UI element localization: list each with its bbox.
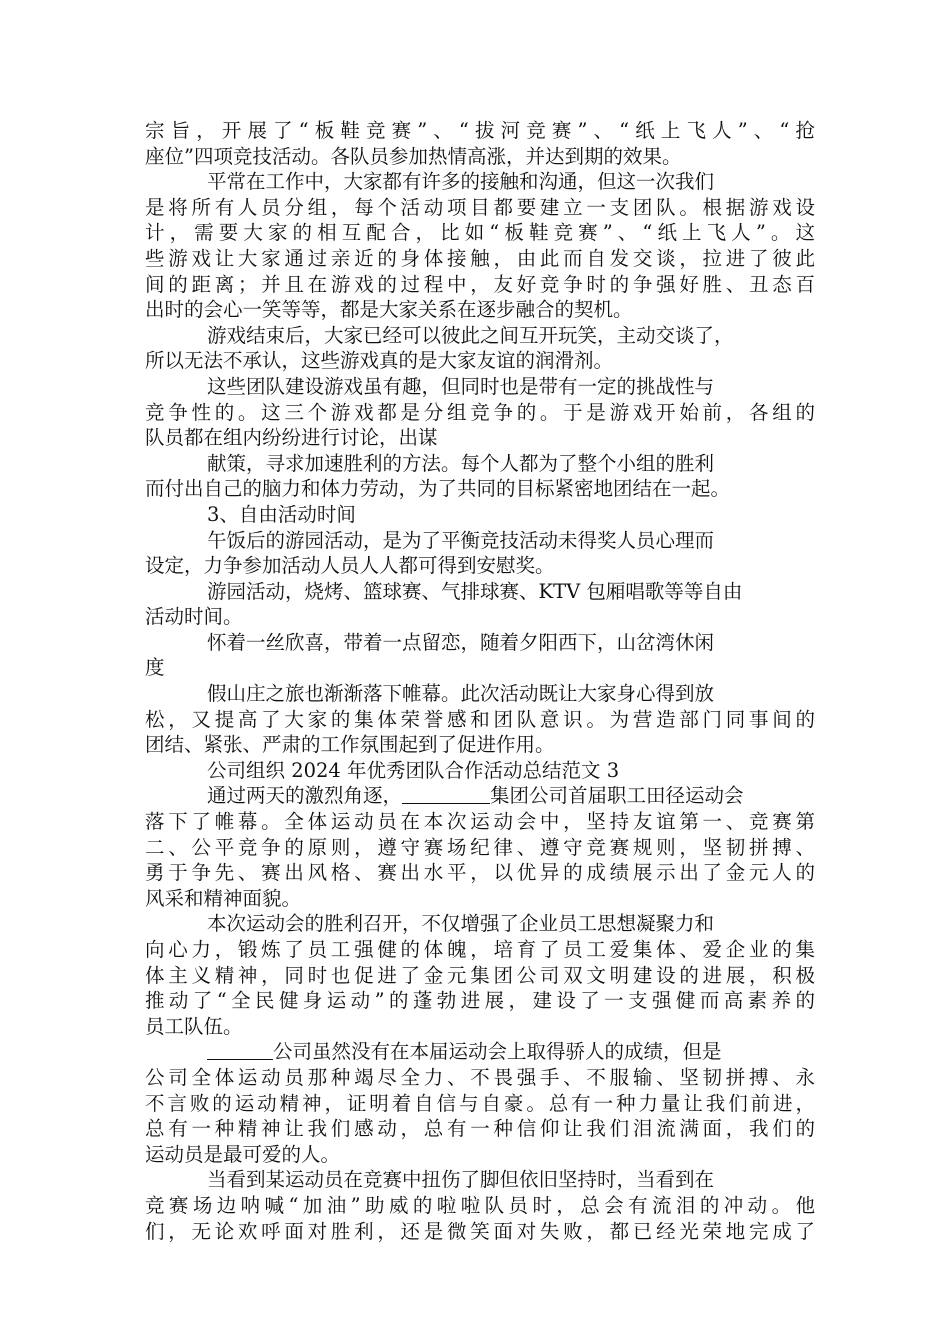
text-line: 所以无法不承认，这些游戏真的是大家友谊的润滑剂。 [145,349,614,373]
text-line: 团结、紧张、严肃的工作氛围起到了促进作用。 [145,733,555,757]
text-line: 们，无论欢呼面对胜利，还是微笑面对失败，都已经光荣地完成了 [145,1219,815,1243]
text-line: 设定，力争参加活动人员人人都可得到安慰奖。 [145,554,555,578]
paragraph-start-line [145,783,815,809]
text-segment: 通过两天的激烈角逐， [207,784,403,808]
text-line: 是将所有人员分组，每个活动项目都要建立一支团队。根据游戏设 [145,195,815,219]
text-segment: 公司虽然没有在本届运动会上取得骄人的成绩，但是 [273,1040,722,1064]
text-line: 间的距离；并且在游戏的过程中，友好竞争时的争强好胜、丑态百 [145,272,815,296]
text-line: 风采和精神面貌。 [145,886,302,910]
text-line: 座位”四项竞技活动。各队员参加热情高涨，并达到期的效果。 [145,144,682,168]
paragraph-start-line: 怀着一丝欣喜，带着一点留恋，随着夕阳西下，山岔湾休闲 [207,630,715,654]
fill-in-blank [207,1041,273,1060]
paragraph-start-line: 本次运动会的胜利召开，不仅增强了企业员工思想凝聚力和 [207,912,715,936]
text-line: 队员都在组内纷纷进行讨论，出谋 [145,426,438,450]
text-line: 运动员是最可爱的人。 [145,1142,341,1166]
text-line: 度 [145,656,165,680]
text-line: 勇于争先、赛出风格、赛出水平，以优异的成绩展示出了金元人的 [145,861,815,885]
paragraph-start-line: 当看到某运动员在竞赛中扭伤了脚但依旧坚持时，当看到在 [207,1168,715,1192]
text-line: 总有一种精神让我们感动，总有一种信仰让我们泪流满面，我们的 [145,1117,815,1141]
document-body [145,118,815,1244]
paragraph-start-line: 这些团队建设游戏虽有趣，但同时也是带有一定的挑战性与 [207,374,715,398]
paragraph-start-line: 假山庄之旅也渐渐落下帷幕。此次活动既让大家身心得到放 [207,682,715,706]
text-line: 竞争性的。这三个游戏都是分组竞争的。于是游戏开始前，各组的 [145,400,815,424]
paragraph-start-line: 献策，寻求加速胜利的方法。每个人都为了整个小组的胜利 [207,451,715,475]
text-line: 出时的会心一笑等等，都是大家关系在逐步融合的契机。 [145,298,633,322]
text-line: 体主义精神，同时也促进了金元集团公司双文明建设的进展，积极 [145,963,815,987]
text-line: 松，又提高了大家的集体荣誉感和团队意识。为营造部门同事间的 [145,707,815,731]
text-line: 而付出自己的脑力和体力劳动，为了共同的目标紧密地团结在一起。 [145,477,731,501]
paragraph-start-line: 平常在工作中，大家都有许多的接触和沟通，但这一次我们 [207,170,715,194]
fill-in-blank [402,785,490,804]
paragraph-start-line: 午饭后的游园活动，是为了平衡竞技活动未得奖人员心理而 [207,528,715,552]
text-line: 计，需要大家的相互配合，比如“板鞋竞赛”、“纸上飞人”。这 [145,221,815,245]
text-segment: 集团公司首届职工田径运动会 [490,784,744,808]
paragraph-start-line: 游戏结束后，大家已经可以彼此之间互开玩笑，主动交谈了， [207,323,734,347]
text-line: 公司全体运动员那种竭尽全力、不畏强手、不服输、坚韧拼搏、永 [145,1065,815,1089]
text-line: 二、公平竞争的原则，遵守赛场纪律、遵守竞赛规则，坚韧拼搏、 [145,835,815,859]
text-line: 活动时间。 [145,605,243,629]
text-line: 推动了“全民健身运动”的蓬勃进展，建设了一支强健而高素养的 [145,989,815,1013]
text-line: 些游戏让大家通过亲近的身体接触，由此而自发交谈，拉进了彼此 [145,246,815,270]
paragraph-start-line [145,1039,815,1065]
text-line: 不言败的运动精神，证明着自信与自豪。总有一种力量让我们前进， [145,1091,815,1115]
text-line: 向心力，锻炼了员工强健的体魄，培育了员工爱集体、爱企业的集 [145,938,815,961]
text-line: 宗旨，开展了“板鞋竞赛”、“拔河竞赛”、“纸上飞人”、“抢 [145,119,815,142]
text-line: 竞赛场边呐喊“加油”助威的啦啦队员时，总会有流泪的冲动。他 [145,1193,815,1217]
article-title: 公司组织 2024 年优秀团队合作活动总结范文 3 [207,758,620,782]
text-line: 落下了帷幕。全体运动员在本次运动会中，坚持友谊第一、竞赛第 [145,810,815,834]
text-line: 员工队伍。 [145,1014,243,1038]
section-heading: 3、自由活动时间 [207,502,356,526]
paragraph-start-line: 游园活动，烧烤、篮球赛、气排球赛、KTV 包厢唱歌等等自由 [207,579,743,603]
